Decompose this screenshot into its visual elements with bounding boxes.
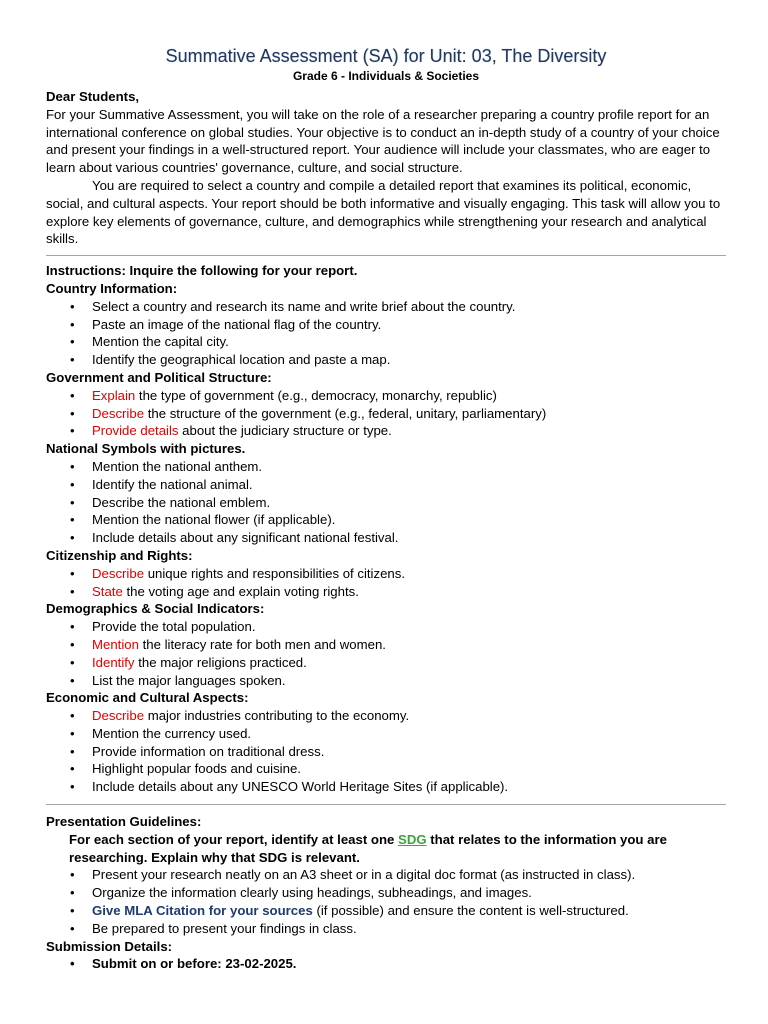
submission-date: • Submit on or before: 23-02-2025. (46, 955, 726, 973)
presentation-list (46, 866, 726, 937)
keyword: Provide details (92, 423, 179, 439)
document-page (46, 0, 726, 973)
list-item: • Provide details about the judiciary structure or type. (46, 422, 726, 440)
divider-2 (46, 804, 726, 805)
submission-list (46, 955, 726, 973)
list-item: • Explain the type of government (e.g., democracy, monarchy, republic) (46, 387, 726, 405)
economic-list (46, 707, 726, 796)
list-item: • Provide the total population. (46, 618, 726, 636)
document-title: Summative Assessment (SA) for Unit: 03, The Diversity (165, 46, 607, 66)
list-item: • Be prepared to present your findings in class. (46, 920, 726, 938)
symbols-list (46, 458, 726, 547)
list-item: • Describe the national emblem. (46, 494, 726, 512)
list-item: • Organize the information clearly using headings, subheadings, and images. (46, 884, 726, 902)
list-item: • Select a country and research its name and write brief about the country. (46, 298, 726, 316)
keyword: Explain (92, 387, 136, 403)
citizenship-list (46, 565, 726, 601)
section-heading-government: Government and Political Structure: (46, 369, 272, 385)
keyword: Describe (92, 565, 145, 581)
list-item: • Include details about any UNESCO World Heritage Sites (if applicable). (46, 778, 726, 796)
list-item: • Include details about any significant national festival. (46, 529, 726, 547)
list-item: • Mention the literacy rate for both men and women. (46, 636, 726, 654)
government-list (46, 387, 726, 440)
list-item: • Describe unique rights and responsibilities of citizens. (46, 565, 726, 583)
list-item: • Give MLA Citation for your sources (if possible) and ensure the content is well-structured. (46, 902, 726, 920)
section-heading-economic: Economic and Cultural Aspects: (46, 690, 249, 706)
section-heading-demographics: Demographics & Social Indicators: (46, 601, 265, 617)
list-item: • Paste an image of the national flag of the country. (46, 316, 726, 334)
document-subtitle: Grade 6 - Individuals & Societies (292, 69, 480, 83)
intro-paragraph-2: You are required to select a country and compile a detailed report that examines its political, economic, social, and cultural aspects. Your report should be both informative and visually engaging. This task will allow you to explore key elements of governance, culture, and demographics while strengthening your research and analytical skills. (46, 177, 721, 247)
list-item: • Identify the geographical location and paste a map. (46, 351, 726, 369)
keyword: Identify (92, 654, 135, 670)
keyword: Describe (92, 405, 145, 421)
sdg-link[interactable]: SDG (398, 831, 427, 847)
list-item: • Mention the currency used. (46, 725, 726, 743)
list-item: • Mention the capital city. (46, 333, 726, 351)
submission-heading: Submission Details: (46, 938, 173, 954)
intro-paragraph-1: For your Summative Assessment, you will take on the role of a researcher preparing a country profile report for an international conference on global studies. Your objective is to conduct an in-depth study of a country of your choice and present your findings in a well-structured report. Your audience will include your classmates, who are eager to learn about various countries' governance, culture, and social structure. (46, 106, 720, 176)
list-item: • Describe major industries contributing to the economy. (46, 707, 726, 725)
list-item: • Present your research neatly on an A3 sheet or in a digital doc format (as instructed in class). (46, 866, 726, 884)
instructions-heading: Instructions: Inquire the following for your report. (46, 263, 358, 279)
list-item: • Mention the national flower (if applicable). (46, 511, 726, 529)
list-item: • Identify the major religions practiced. (46, 654, 726, 672)
list-item: • Describe the structure of the government (e.g., federal, unitary, parliamentary) (46, 405, 726, 423)
presentation-heading: Presentation Guidelines: (46, 814, 202, 830)
keyword: Mention (92, 636, 139, 652)
list-item: • Mention the national anthem. (46, 458, 726, 476)
list-item: • Identify the national animal. (46, 476, 726, 494)
sdg-instruction: For each section of your report, identify at least one SDG that relates to the information you are researching. Explain why that SDG is relevant. (69, 831, 667, 865)
list-item: • State the voting age and explain voting rights. (46, 583, 726, 601)
salutation: Dear Students, (46, 89, 140, 104)
demographics-list (46, 618, 726, 689)
section-heading-citizenship: Citizenship and Rights: (46, 547, 193, 563)
divider-1 (46, 255, 726, 256)
mla-citation-text: Give MLA Citation for your sources (92, 903, 313, 919)
country-list (46, 298, 726, 369)
list-item: • List the major languages spoken. (46, 672, 726, 690)
keyword: State (92, 583, 123, 599)
keyword: Describe (92, 708, 145, 724)
list-item: • Highlight popular foods and cuisine. (46, 760, 726, 778)
section-heading-symbols: National Symbols with pictures. (46, 441, 246, 457)
list-item: • Provide information on traditional dress. (46, 743, 726, 761)
section-heading-country: Country Information: (46, 280, 178, 296)
